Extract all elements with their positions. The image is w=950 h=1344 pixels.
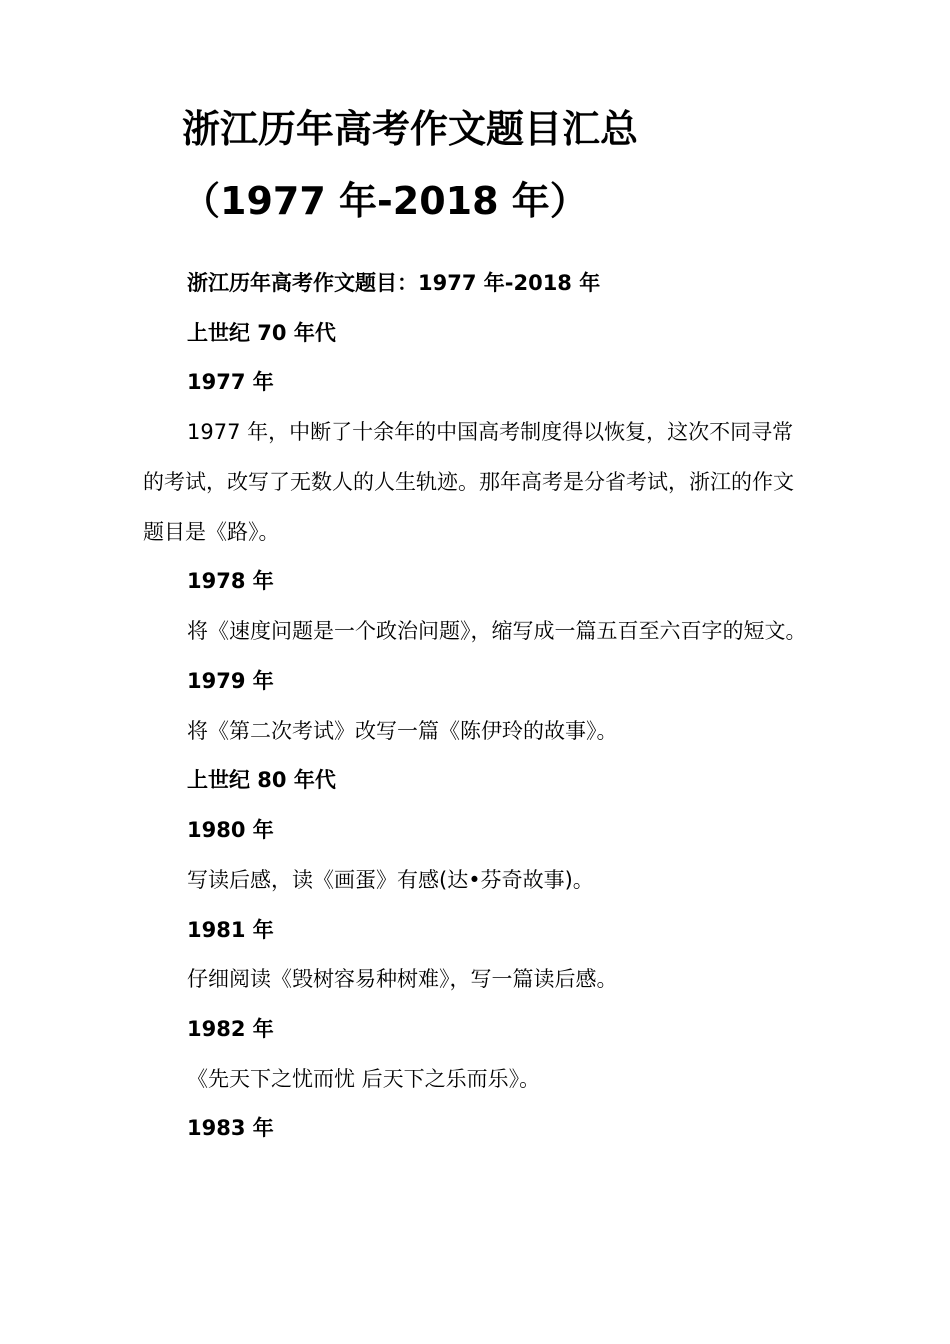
year-heading-1977: 1977 年: [187, 370, 274, 394]
year-heading-1978: 1978 年: [187, 569, 274, 593]
year-heading-1979: 1979 年: [187, 669, 274, 693]
paragraph-1980: 写读后感，读《画蛋》有感(达•芬奇故事)。: [187, 868, 594, 892]
year-heading-1982: 1982 年: [187, 1017, 274, 1041]
paragraph-1982: 《先天下之忧而忧 后天下之乐而乐》。: [187, 1067, 541, 1091]
document-title-line-2: （1977 年-2018 年）: [182, 179, 588, 223]
paragraph-1977-line-2: 的考试，改写了无数人的人生轨迹。那年高考是分省考试，浙江的作文: [143, 470, 794, 494]
paragraph-1979: 将《第二次考试》改写一篇《陈伊玲的故事》。: [187, 719, 618, 743]
section-heading-80s: 上世纪 80 年代: [187, 768, 336, 792]
year-heading-1983: 1983 年: [187, 1116, 274, 1140]
paragraph-1981: 仔细阅读《毁树容易种树难》，写一篇读后感。: [187, 967, 618, 991]
paragraph-1977-line-3: 题目是《路》。: [143, 520, 280, 544]
section-heading-70s: 上世纪 70 年代: [187, 321, 336, 345]
year-heading-1980: 1980 年: [187, 818, 274, 842]
document-subtitle: 浙江历年高考作文题目：1977 年-2018 年: [187, 271, 601, 295]
year-heading-1981: 1981 年: [187, 918, 274, 942]
paragraph-1978: 将《速度问题是一个政治问题》，缩写成一篇五百至六百字的短文。: [187, 619, 807, 643]
paragraph-1977-line-1: 1977 年，中断了十余年的中国高考制度得以恢复，这次不同寻常: [187, 420, 794, 444]
document-title-line-1: 浙江历年高考作文题目汇总: [182, 107, 639, 151]
